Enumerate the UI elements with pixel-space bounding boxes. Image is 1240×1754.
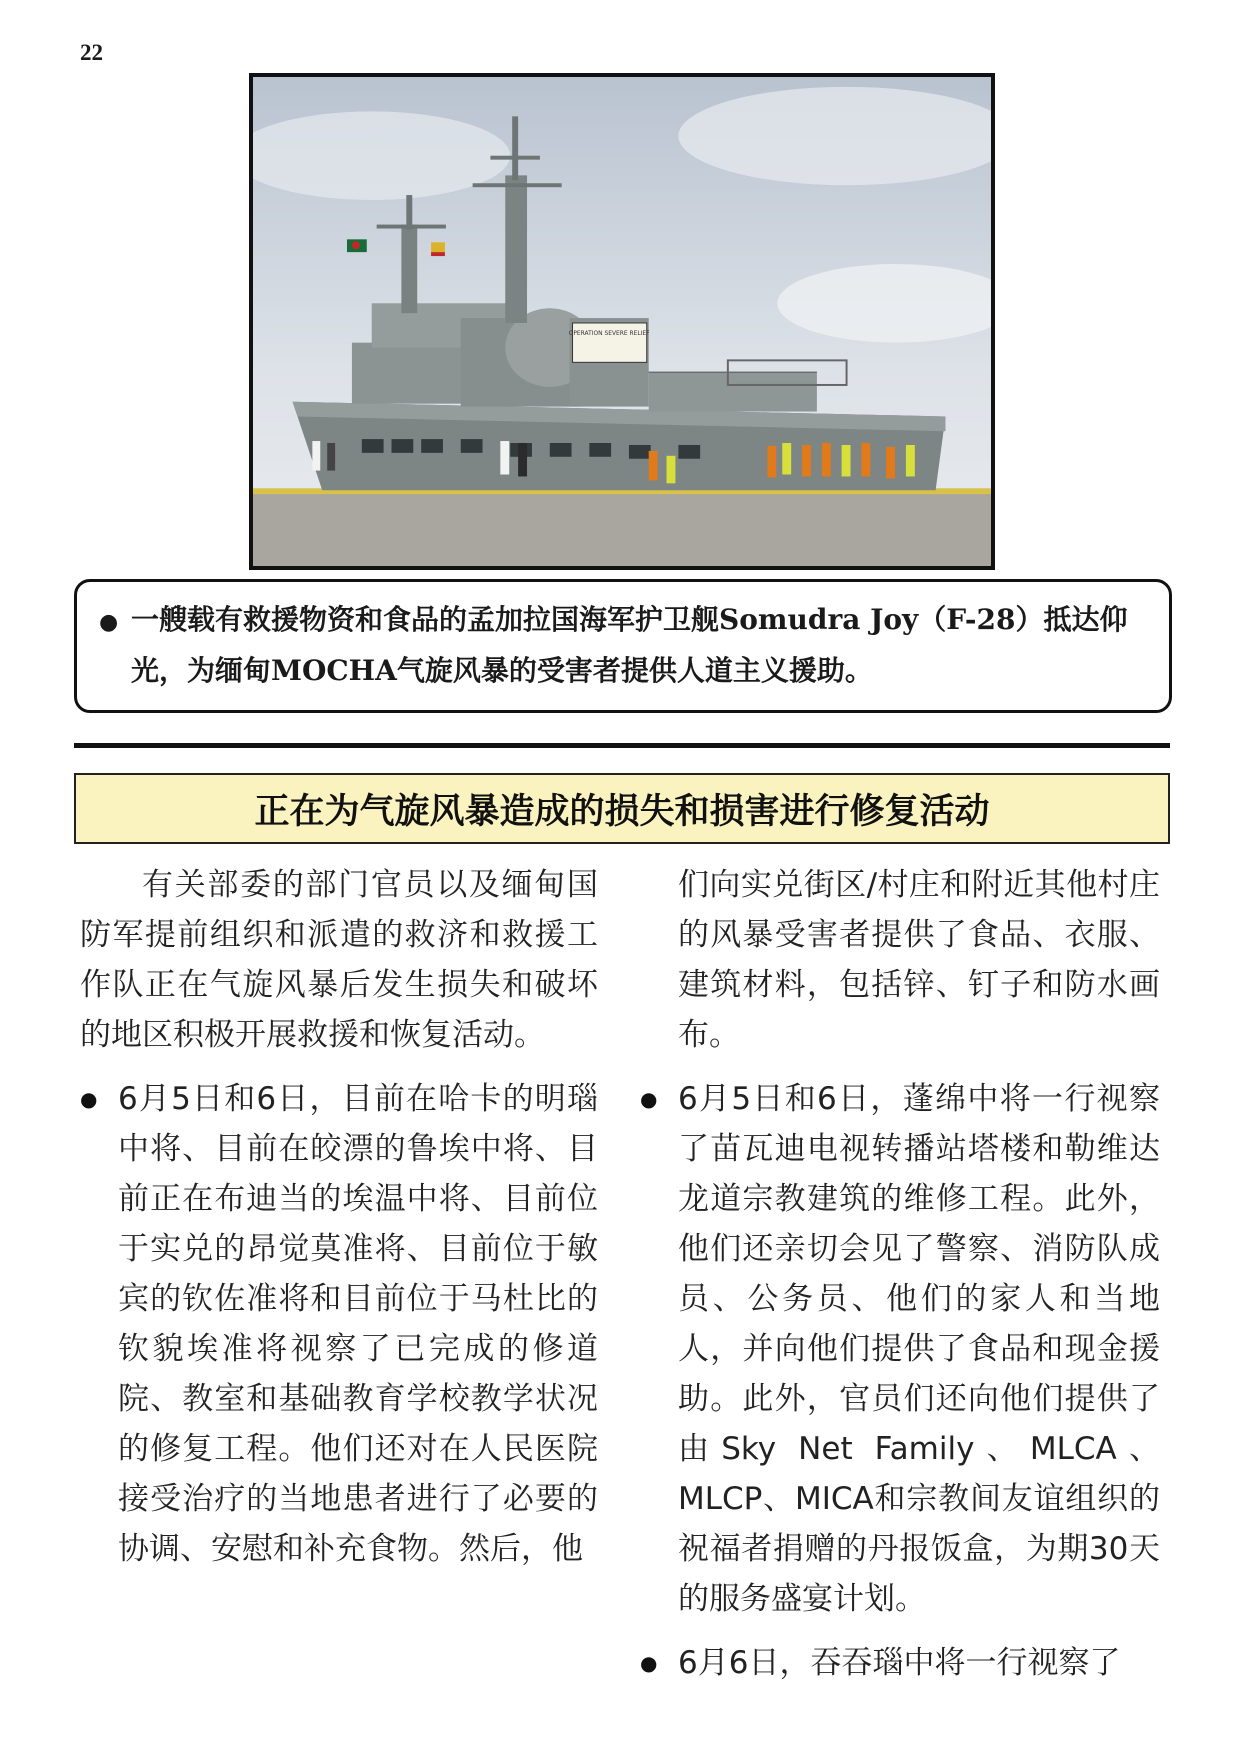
divider: [74, 743, 1170, 748]
intro-paragraph: 有关部委的部门官员以及缅甸国防军提前组织和派遣的救济和救援工作队正在气旋风暴后发生损失和破坏的地区积极开展救援和恢复活动。: [80, 867, 598, 1053]
bullet-icon: ●: [80, 1087, 98, 1111]
page-number: 22: [80, 40, 103, 65]
section-title: 正在为气旋风暴造成的损失和损害进行修复活动: [254, 791, 990, 832]
item-text: 6月5日和6日，目前在哈卡的明瑙中将、目前在皎漂的鲁埃中将、目前正在布迪当的埃温中将、目前位于实兑的昂觉莫准将、目前位于敏宾的钦佐准将和目前位于马杜比的钦貌埃准将视察了已完成的修道院、教室和基础教育学校教学状况的修复工程。他们还对在人民医院接受治疗的当地患者进行了必要的协调、安慰和补充食物。然后，他: [118, 1081, 598, 1567]
photo-caption: [74, 579, 1172, 713]
bullet-icon: ●: [99, 610, 119, 635]
right-column: [640, 860, 1160, 1688]
caption-text: 一艘载有救援物资和食品的孟加拉国海军护卫舰Somudra Joy（F-28）抵达仰光，为缅甸MOCHA气旋风暴的受害者提供人道主义援助。: [131, 603, 1128, 687]
list-item: [80, 1074, 598, 1574]
section-heading: [74, 773, 1170, 844]
continued-text: 们向实兑街区/村庄和附近其他村庄的风暴受害者提供了食品、衣服、建筑材料，包括锌、钉子和防水画布。: [678, 867, 1160, 1053]
banner-text: OPERATION SEVERE RELIEF: [568, 330, 650, 337]
ship-photo: [249, 73, 995, 570]
list-item: [640, 1074, 1160, 1624]
list-item: [640, 1638, 1160, 1688]
bullet-icon: ●: [640, 1651, 658, 1675]
frigate-illustration: [253, 77, 991, 566]
item-text: 6月6日，吞吞瑙中将一行视察了: [678, 1645, 1121, 1681]
left-column: [80, 860, 598, 1574]
bullet-icon: ●: [640, 1087, 658, 1111]
item-text: 6月5日和6日，蓬绵中将一行视察了苗瓦迪电视转播站塔楼和勒维达龙道宗教建筑的维修工程。此外，他们还亲切会见了警察、消防队成员、公务员、他们的家人和当地人，并向他们提供了食品和现金援助。此外，官员们还向他们提供了由Sky Net Family、MLCA、MLCP、MICA和宗教间友谊组织的祝福者捐赠的丹报饭盒，为期30天的服务盛宴计划。: [678, 1081, 1160, 1617]
